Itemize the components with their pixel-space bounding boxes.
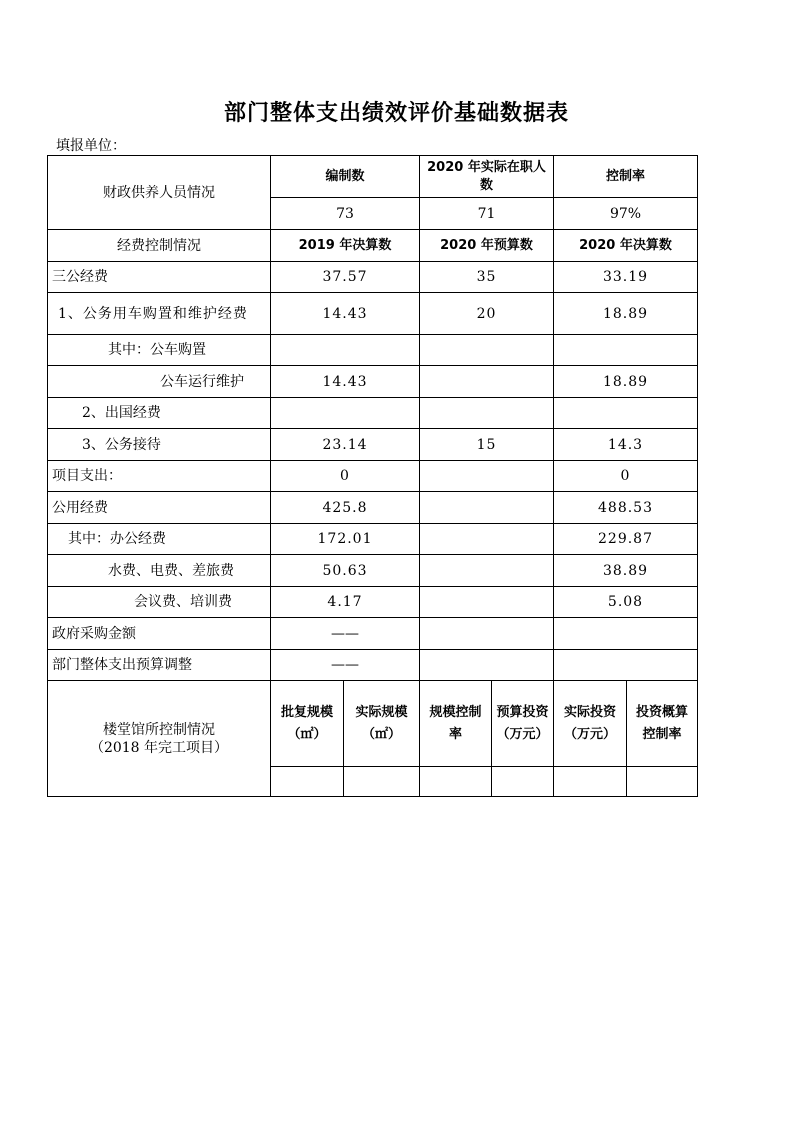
- row-label: 其中：办公经费: [48, 524, 271, 555]
- row-label: 1、公务用车购置和维护经费: [48, 293, 271, 335]
- table-row: [48, 293, 698, 335]
- cell-2020-final: 229.87: [554, 524, 698, 555]
- row-label: 其中：公车购置: [48, 335, 271, 366]
- building-label-line2: （2018 年完工项目）: [89, 739, 229, 756]
- staff-value-authorized: 73: [271, 198, 420, 230]
- building-cell: [344, 767, 420, 797]
- cell-2019-final: 14.43: [271, 293, 420, 335]
- fill-unit-label: 填报单位：: [56, 138, 126, 154]
- building-cell: [492, 767, 554, 797]
- cell-2020-budget: 15: [420, 429, 554, 461]
- cell-2019-final: 0: [271, 461, 420, 492]
- cell-2020-budget: [420, 461, 554, 492]
- cell-2020-final: 14.3: [554, 429, 698, 461]
- staff-value-control-rate: 97%: [554, 198, 698, 230]
- cell-2020-final: [554, 618, 698, 650]
- building-cell: [271, 767, 344, 797]
- building-header-budget-investment: 预算投资（万元）: [492, 681, 554, 767]
- table-row: [48, 555, 698, 587]
- row-label: 水费、电费、差旅费: [48, 555, 271, 587]
- staff-header-actual: 2020 年实际在职人数: [420, 156, 554, 198]
- table-row: [48, 587, 698, 618]
- cell-2020-budget: [420, 618, 554, 650]
- staff-section-label: 财政供养人员情况: [48, 156, 271, 230]
- cell-2020-final: 488.53: [554, 492, 698, 524]
- building-header-approved-scale: 批复规模（㎡）: [271, 681, 344, 767]
- table-row: [48, 618, 698, 650]
- cell-2019-final: [271, 335, 420, 366]
- cell-2020-final: 0: [554, 461, 698, 492]
- staff-header-control-rate: 控制率: [554, 156, 698, 198]
- building-header-actual-scale: 实际规模（㎡）: [344, 681, 420, 767]
- cell-2020-budget: 35: [420, 262, 554, 293]
- row-label: 会议费、培训费: [48, 587, 271, 618]
- cell-2019-final: 172.01: [271, 524, 420, 555]
- staff-header-authorized: 编制数: [271, 156, 420, 198]
- cell-2020-budget: [420, 335, 554, 366]
- cell-2019-final: 14.43: [271, 366, 420, 398]
- table-row: [48, 461, 698, 492]
- building-cell: [627, 767, 698, 797]
- cell-2020-budget: 20: [420, 293, 554, 335]
- building-header-investment-control-rate: 投资概算控制率: [627, 681, 698, 767]
- table-row: [48, 335, 698, 366]
- cell-2019-final: 37.57: [271, 262, 420, 293]
- table-row: [48, 262, 698, 293]
- row-label: 项目支出：: [48, 461, 271, 492]
- cell-2020-budget: [420, 366, 554, 398]
- cell-2019-final: 23.14: [271, 429, 420, 461]
- expense-section-label: 经费控制情况: [48, 230, 271, 262]
- cell-2020-budget: [420, 524, 554, 555]
- expense-header-2019-final: 2019 年决算数: [271, 230, 420, 262]
- cell-2019-final: [271, 398, 420, 429]
- row-label: 3、公务接待: [48, 429, 271, 461]
- row-label: 政府采购金额: [48, 618, 271, 650]
- cell-2019-final: 50.63: [271, 555, 420, 587]
- table-row: [48, 492, 698, 524]
- expense-header-2020-budget: 2020 年预算数: [420, 230, 554, 262]
- performance-data-table: [47, 155, 698, 797]
- cell-2020-final: [554, 335, 698, 366]
- building-cell: [420, 767, 492, 797]
- page-title: 部门整体支出绩效评价基础数据表: [223, 101, 569, 126]
- expense-header-2020-final: 2020 年决算数: [554, 230, 698, 262]
- building-cell: [554, 767, 627, 797]
- table-row: [48, 524, 698, 555]
- cell-2020-final: 33.19: [554, 262, 698, 293]
- row-label: 公用经费: [48, 492, 271, 524]
- row-label: 部门整体支出预算调整: [48, 650, 271, 681]
- cell-2020-budget: [420, 398, 554, 429]
- row-label: 三公经费: [48, 262, 271, 293]
- cell-2020-final: 18.89: [554, 366, 698, 398]
- row-label: 公车运行维护: [48, 366, 271, 398]
- cell-2020-budget: [420, 650, 554, 681]
- cell-2020-final: [554, 650, 698, 681]
- building-label-line1: 楼堂馆所控制情况: [103, 721, 215, 738]
- staff-value-actual: 71: [420, 198, 554, 230]
- cell-2020-final: [554, 398, 698, 429]
- cell-2020-final: 5.08: [554, 587, 698, 618]
- cell-2020-final: 18.89: [554, 293, 698, 335]
- building-header-scale-control-rate: 规模控制率: [420, 681, 492, 767]
- building-section-label: [48, 681, 271, 797]
- cell-2019-final: 425.8: [271, 492, 420, 524]
- row-label: 2、出国经费: [48, 398, 271, 429]
- table-row: [48, 429, 698, 461]
- table-row: [48, 398, 698, 429]
- table-row: [48, 650, 698, 681]
- cell-2019-final: ——: [271, 618, 420, 650]
- cell-2019-final: ——: [271, 650, 420, 681]
- cell-2020-budget: [420, 587, 554, 618]
- cell-2020-final: 38.89: [554, 555, 698, 587]
- cell-2020-budget: [420, 492, 554, 524]
- building-header-actual-investment: 实际投资（万元）: [554, 681, 627, 767]
- cell-2019-final: 4.17: [271, 587, 420, 618]
- cell-2020-budget: [420, 555, 554, 587]
- table-row: [48, 366, 698, 398]
